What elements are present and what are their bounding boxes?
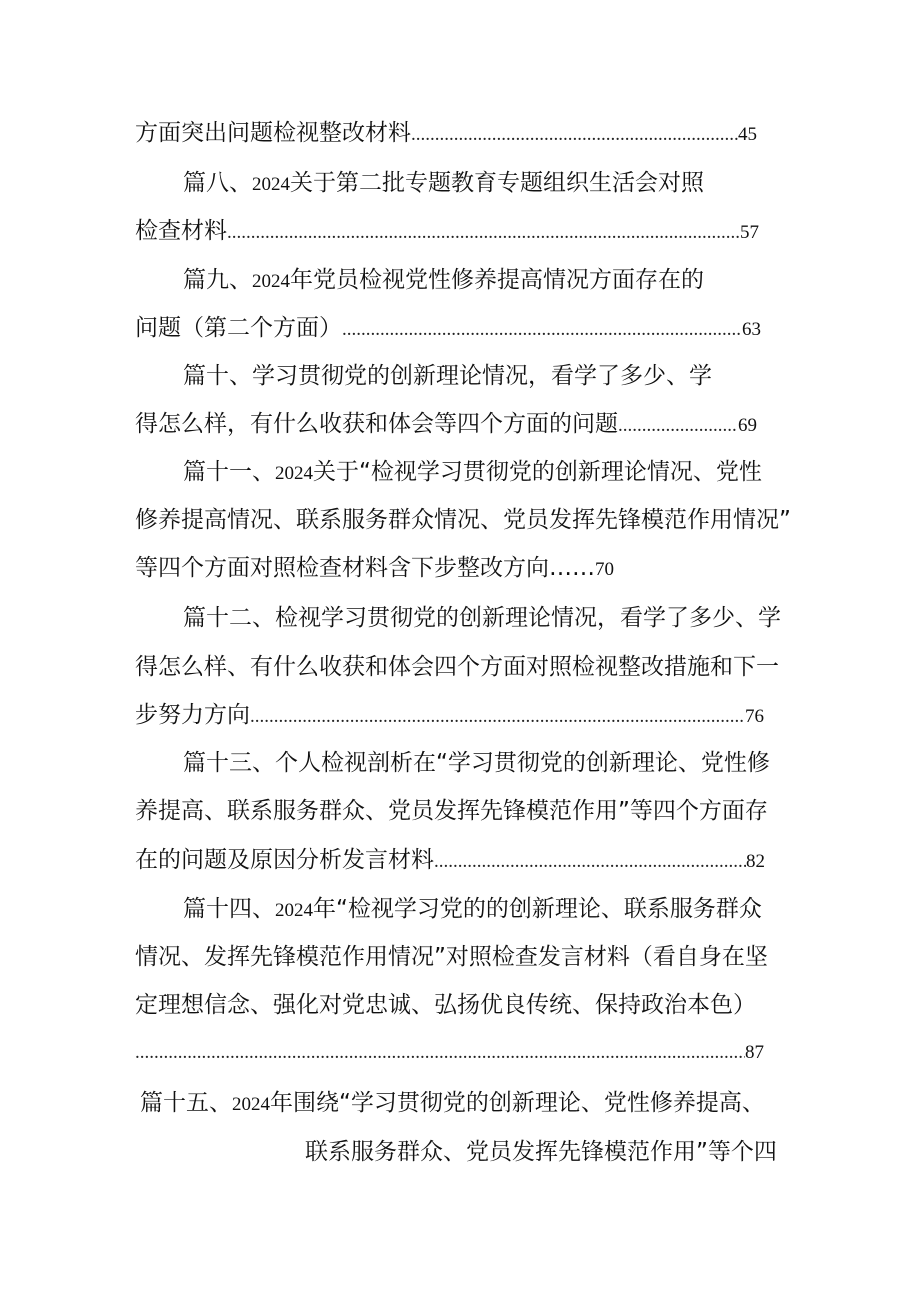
title-text: 篇十、学习贯彻党的创新理论情况，看学了多少、学: [183, 363, 712, 389]
ellipsis: ……: [549, 555, 595, 581]
toc-entry-9-line[interactable]: [135, 313, 761, 345]
page-number: 57: [740, 222, 759, 243]
year: 2024: [252, 271, 290, 292]
title-text: 情况、发挥先锋模范作用情况”对照检查发言材料（看自身在坚: [135, 944, 768, 970]
leader-dots: [250, 702, 745, 732]
leader-dots: [227, 218, 740, 248]
toc-entry-12-title[interactable]: [183, 603, 781, 633]
title-text: 得怎么样、有什么收获和体会四个方面对照检视整改措施和下一: [135, 654, 779, 680]
toc-entry-14-line[interactable]: [135, 1038, 764, 1068]
page-number: 70: [595, 559, 614, 580]
title-prefix: 篇十四、: [183, 896, 275, 922]
title-text: 关于第二批专题教育专题组织生活会对照: [290, 170, 704, 196]
toc-entry-7-text: 方面突出问题检视整改材料: [135, 120, 411, 146]
title-text: 联系服务群众、党员发挥先锋模范作用”等个四: [305, 1139, 777, 1165]
toc-entry-8-text: 检查材料: [135, 218, 227, 244]
title-text: 定理想信念、强化对党忠诚、弘扬优良传统、保持政治本色）: [135, 992, 756, 1018]
title-prefix: 篇十一、: [183, 459, 275, 485]
title-text: 年党员检视党性修养提高情况方面存在的: [290, 267, 704, 293]
title-text: 年围绕“学习贯彻党的创新理论、党性修养提高、: [270, 1090, 765, 1116]
page-number: 87: [745, 1042, 764, 1063]
year: 2024: [275, 463, 313, 484]
toc-entry-11-line[interactable]: [135, 553, 614, 585]
title-prefix: 篇九、: [183, 267, 252, 293]
toc-entry-15-line2[interactable]: [305, 1137, 777, 1167]
page-number: 76: [745, 706, 764, 727]
title-text: 养提高、联系服务群众、党员发挥先锋模范作用”等四个方面存: [135, 798, 768, 824]
toc-entry-12-line[interactable]: [135, 700, 764, 732]
title-prefix: 篇八、: [183, 170, 252, 196]
title-text: 篇十二、检视学习贯彻党的创新理论情况，看学了多少、学: [183, 605, 781, 631]
toc-entry-13-title[interactable]: [183, 748, 770, 778]
year: 2024: [232, 1094, 270, 1115]
toc-entry-11-title[interactable]: [183, 457, 762, 489]
title-text: 修养提高情况、联系服务群众情况、党员发挥先锋模范作用情况”: [135, 507, 791, 533]
leader-dots: [434, 847, 746, 877]
toc-entry-10-title[interactable]: [183, 361, 712, 391]
leader-dots: [135, 1038, 745, 1068]
toc-entry-9-text: 问题（第二个方面）: [135, 315, 342, 341]
toc-entry-13-line2[interactable]: [135, 796, 768, 826]
toc-entry-10-text: 得怎么样，有什么收获和体会等四个方面的问题: [135, 411, 618, 437]
toc-entry-10-line[interactable]: [135, 409, 757, 441]
title-prefix: 篇十五、: [140, 1090, 232, 1116]
toc-entry-7-line[interactable]: [135, 118, 757, 150]
year: 2024: [252, 174, 290, 195]
page-number: 69: [738, 415, 757, 436]
toc-entry-14-line3[interactable]: [135, 990, 756, 1020]
toc-entry-8-title[interactable]: [183, 168, 704, 200]
page-number: 45: [738, 124, 757, 145]
page-number: 63: [742, 319, 761, 340]
title-text: 篇十三、个人检视剖析在“学习贯彻党的创新理论、党性修: [183, 750, 770, 776]
toc-entry-12-line2[interactable]: [135, 652, 779, 682]
toc-entry-11-line2[interactable]: [135, 505, 791, 535]
year: 2024: [275, 900, 313, 921]
leader-dots: [618, 411, 738, 441]
title-text: 关于“检视学习贯彻党的创新理论情况、党性: [313, 459, 762, 485]
page-number: 82: [746, 851, 765, 872]
toc-entry-9-title[interactable]: [183, 265, 704, 297]
toc-entry-13-line[interactable]: [135, 845, 765, 877]
toc-entry-13-text: 在的问题及原因分析发言材料: [135, 847, 434, 873]
leader-dots: [342, 315, 742, 345]
toc-entry-14-line2[interactable]: [135, 942, 768, 972]
toc-entry-11-text: 等四个方面对照检查材料含下步整改方向: [135, 555, 549, 581]
toc-entry-14-title[interactable]: [183, 894, 762, 926]
toc-entry-8-line[interactable]: [135, 216, 759, 248]
toc-entry-15-title[interactable]: [140, 1088, 765, 1120]
leader-dots: [411, 120, 738, 150]
title-text: 年“检视学习党的的创新理论、联系服务群众: [313, 896, 762, 922]
toc-entry-12-text: 步努力方向: [135, 702, 250, 728]
